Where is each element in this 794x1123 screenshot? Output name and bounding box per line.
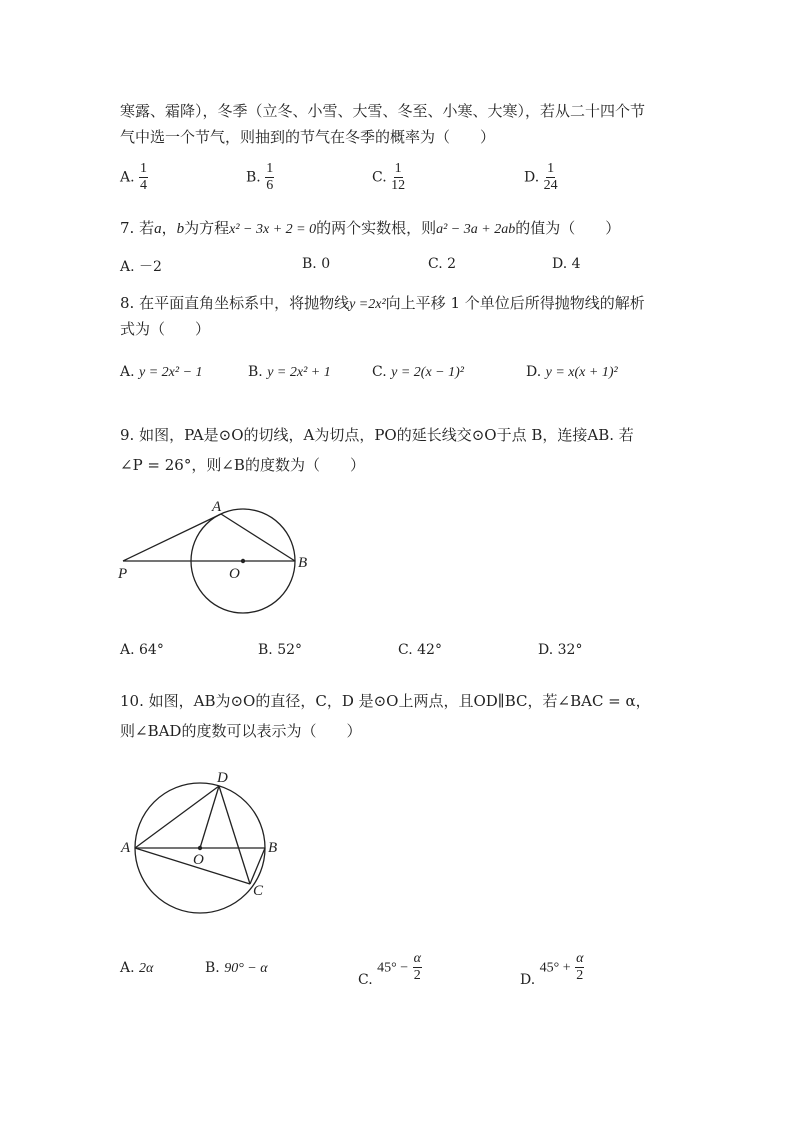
q7-option-d: D. 4: [552, 256, 581, 272]
fraction: $\frac{1}{4}$: [140, 161, 148, 193]
q10-stem-line-1: 10. 如图，AB为⊙O的直径，C，D 是⊙O上两点，且OD∥BC，若∠BAC = α，: [120, 692, 651, 710]
fraction: $\frac{\alpha}{2}$: [576, 951, 584, 983]
q7-stem: 7. 若a，b为方程x² − 3x + 2 = 0的两个实数根，则a² − 3a + 2ab的值为（ ）: [120, 219, 621, 237]
q6-option-a: A. $\frac{1}{4}$: [120, 161, 148, 193]
q9-label-o: O: [229, 566, 240, 582]
q8-option-c: C. y = 2(x − 1)²: [372, 364, 464, 380]
q7-option-c: C. 2: [428, 256, 457, 272]
q10-label-d: D: [217, 770, 228, 786]
q6-option-c: C. $\frac{1}{12}$: [372, 161, 406, 193]
q10-stem-line-2: 则∠BAD的度数可以表示为（ ）: [120, 722, 362, 740]
q10-option-d: D. 45° + $\frac{\alpha}{2}$: [520, 951, 584, 988]
q10-option-c: C. 45° − $\frac{\alpha}{2}$: [358, 951, 421, 988]
q8-option-a: A. y = 2x² − 1: [120, 364, 203, 380]
q8-option-d: D. y = x(x + 1)²: [526, 364, 618, 380]
q8-option-b: B. y = 2x² + 1: [248, 364, 331, 380]
q6-line-2: 气中选一个节气，则抽到的节气在冬季的概率为（ ）: [120, 128, 496, 146]
fraction: $\frac{1}{6}$: [266, 161, 274, 193]
q10-line-ad: [135, 786, 219, 848]
q9-option-c: C. 42°: [398, 642, 442, 658]
q6-option-b: B. $\frac{1}{6}$: [246, 161, 274, 193]
fraction: $\frac{1}{24}$: [543, 161, 558, 193]
q9-label-p: P: [118, 566, 128, 582]
q10-label-a: A: [121, 840, 131, 856]
q10-center-dot: [198, 846, 202, 850]
fraction: $\frac{\alpha}{2}$: [413, 951, 421, 983]
q6-option-d: D. $\frac{1}{24}$: [524, 161, 558, 193]
q10-label-c: C: [253, 883, 264, 899]
q9-label-a: A: [212, 499, 222, 515]
q10-line-od: [200, 786, 219, 848]
q9-stem-line-1: 9. 如图，PA是⊙O的切线，A为切点，PO的延长线交⊙O于点 B，连接AB. 若: [120, 426, 634, 444]
q9-stem-line-2: ∠P = 26°，则∠B的度数为（ ）: [120, 456, 365, 474]
q9-option-b: B. 52°: [258, 642, 303, 658]
q10-label-o: O: [193, 852, 204, 868]
q9-option-d: D. 32°: [538, 642, 583, 658]
q7-option-b: B. 0: [302, 256, 331, 272]
q8-stem-line-1: 8. 在平面直角坐标系中，将抛物线y =2x²向上平移 1 个单位后所得抛物线的解析: [120, 294, 645, 312]
q10-option-b: B. 90° − α: [205, 960, 268, 976]
q9-option-a: A. 64°: [120, 642, 164, 658]
q9-label-b: B: [298, 555, 308, 571]
q8-stem-line-2: 式为（ ）: [120, 320, 211, 338]
q6-line-1: 寒露、霜降），冬季（立冬、小雪、大雪、冬至、小寒、大寒），若从二十四个节: [120, 102, 646, 120]
q10-option-a: A. 2α: [120, 960, 154, 976]
q7-option-a: A. －2: [120, 259, 162, 275]
q10-label-b: B: [268, 840, 278, 856]
fraction: $\frac{1}{12}$: [391, 161, 406, 193]
